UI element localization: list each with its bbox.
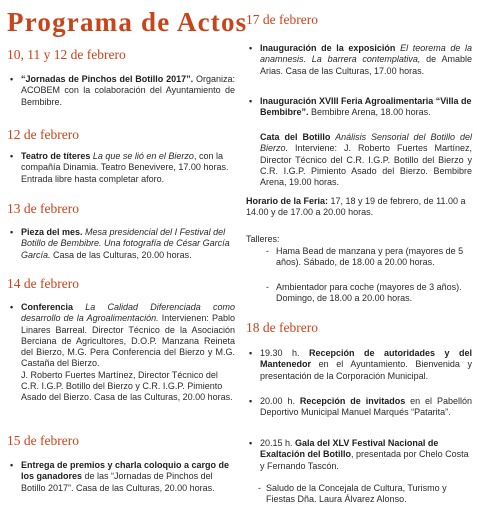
bullet: • <box>10 227 14 237</box>
event-item: • Inauguración de la exposición El teorema de la anamnesis. La barrera contemplativa, de Amable Arias. Casa de las Culturas, 17.00 horas. <box>249 43 473 76</box>
date-heading: 18 de febrero <box>246 320 318 335</box>
event-item: • Inauguración XVIII Feria Agroalimentaria “Villa de Bembibre”. Bembibre Arena, 18.00 horas. <box>249 96 472 118</box>
date-heading: 15 de febrero <box>7 433 79 448</box>
event-item: • Pieza del mes. Mesa presidencial del I Festival del Botillo de Bembibre. Una fotografía de César García García. Casa de las Culturas, 20.00 horas. <box>10 227 230 260</box>
bullet: • <box>10 151 14 161</box>
taller-item: - Ambientador para coche (mayores de 3 años). Domingo, de 18.00 a 20.00 horas. <box>266 282 462 304</box>
bullet: • <box>249 438 253 448</box>
date-heading: 10, 11 y 12 de febrero <box>7 47 126 62</box>
cata-block: Cata del Botillo Análisis Sensorial del Botillo del Bierzo. Interviene: J. Roberto Fuertes Martínez, Director Técnico del C.R. I.G.P. Botillo del Bierzo y C.R. I.G.P. Pimiento Asado del Bierzo. Bembibre Arena, 19.00 horas. <box>260 132 472 188</box>
bullet: • <box>10 302 14 312</box>
bullet: • <box>249 43 253 53</box>
horario-block: Horario de la Feria: 17, 18 y 19 de febrero, de 11.00 a 14.00 y de 17.00 a 20.00 horas. <box>246 196 466 218</box>
event-item: • Teatro de títeres La que se lió en el Bierzo, con la compañía Dinamia. Teatro Benevivere, 17.00 horas. Entrada libre hasta completar aforo. <box>10 151 229 184</box>
bullet: • <box>249 96 253 106</box>
date-heading: 14 de febrero <box>7 276 79 291</box>
event-item: • “Jornadas de Pinchos del Botillo 2017”. Organiza: ACOBEM con la colaboración del Ayuntamiento de Bembibre. <box>10 74 235 107</box>
event-item: • Conferencia La Calidad Diferenciada como desarrollo de la Agroalimentación. Intervienen: Pablo Linares Barreal. Director Técnico de la Asociación Berciana de Agricultores, D.O.P. Manzana Reineta del Bierzo, M.G. Pera Conferencia del Bierzo y M.G. Castaña del Bierzo. J. Roberto Fuertes Martínez, Director Técnico del C.R. I.G.P. Botillo del Bierzo y C.R. I.G.P. Pimiento Asado del Bierzo. Casa de las Culturas, 20.00 horas. <box>10 302 235 403</box>
date-heading: 13 de febrero <box>7 201 79 216</box>
bullet: • <box>249 396 253 406</box>
page-title: Programa de Actos <box>7 7 248 37</box>
talleres-label: Talleres: <box>246 234 280 244</box>
taller-item: - Hama Bead de manzana y pera (mayores de 5 años). Sábado, de 18.00 a 20.00 horas. <box>266 246 464 268</box>
event-item: • Entrega de premios y charla coloquio a cargo de los ganadores de las “Jornadas de Pinchos del Botillo 2017”. Casa de las Culturas, 20.00 horas. <box>10 460 230 493</box>
bullet: • <box>10 74 14 84</box>
bullet: • <box>10 460 14 470</box>
saludo-item: - Saludo de la Concejala de Cultura, Turismo y Fiestas Dña. Laura Álvarez Alonso. <box>258 483 447 505</box>
date-heading: 12 de febrero <box>7 127 79 142</box>
event-item: • 20.00 h. Recepción de invitados en el Pabellón Deportivo Municipal Manuel Marqués “Patarita”. <box>249 396 473 418</box>
bullet: • <box>249 348 253 358</box>
event-item: • 20.15 h. Gala del XLV Festival Nacional de Exaltación del Botillo, presentada por Chelo Costa y Fernando Tascón. <box>249 438 469 471</box>
event-item: • 19.30 h. Recepción de autoridades y del Mantenedor en el Ayuntamiento. Bienvenida y presentación de la Corporación Municipal. <box>249 348 472 381</box>
date-heading: 17 de febrero <box>246 12 318 27</box>
